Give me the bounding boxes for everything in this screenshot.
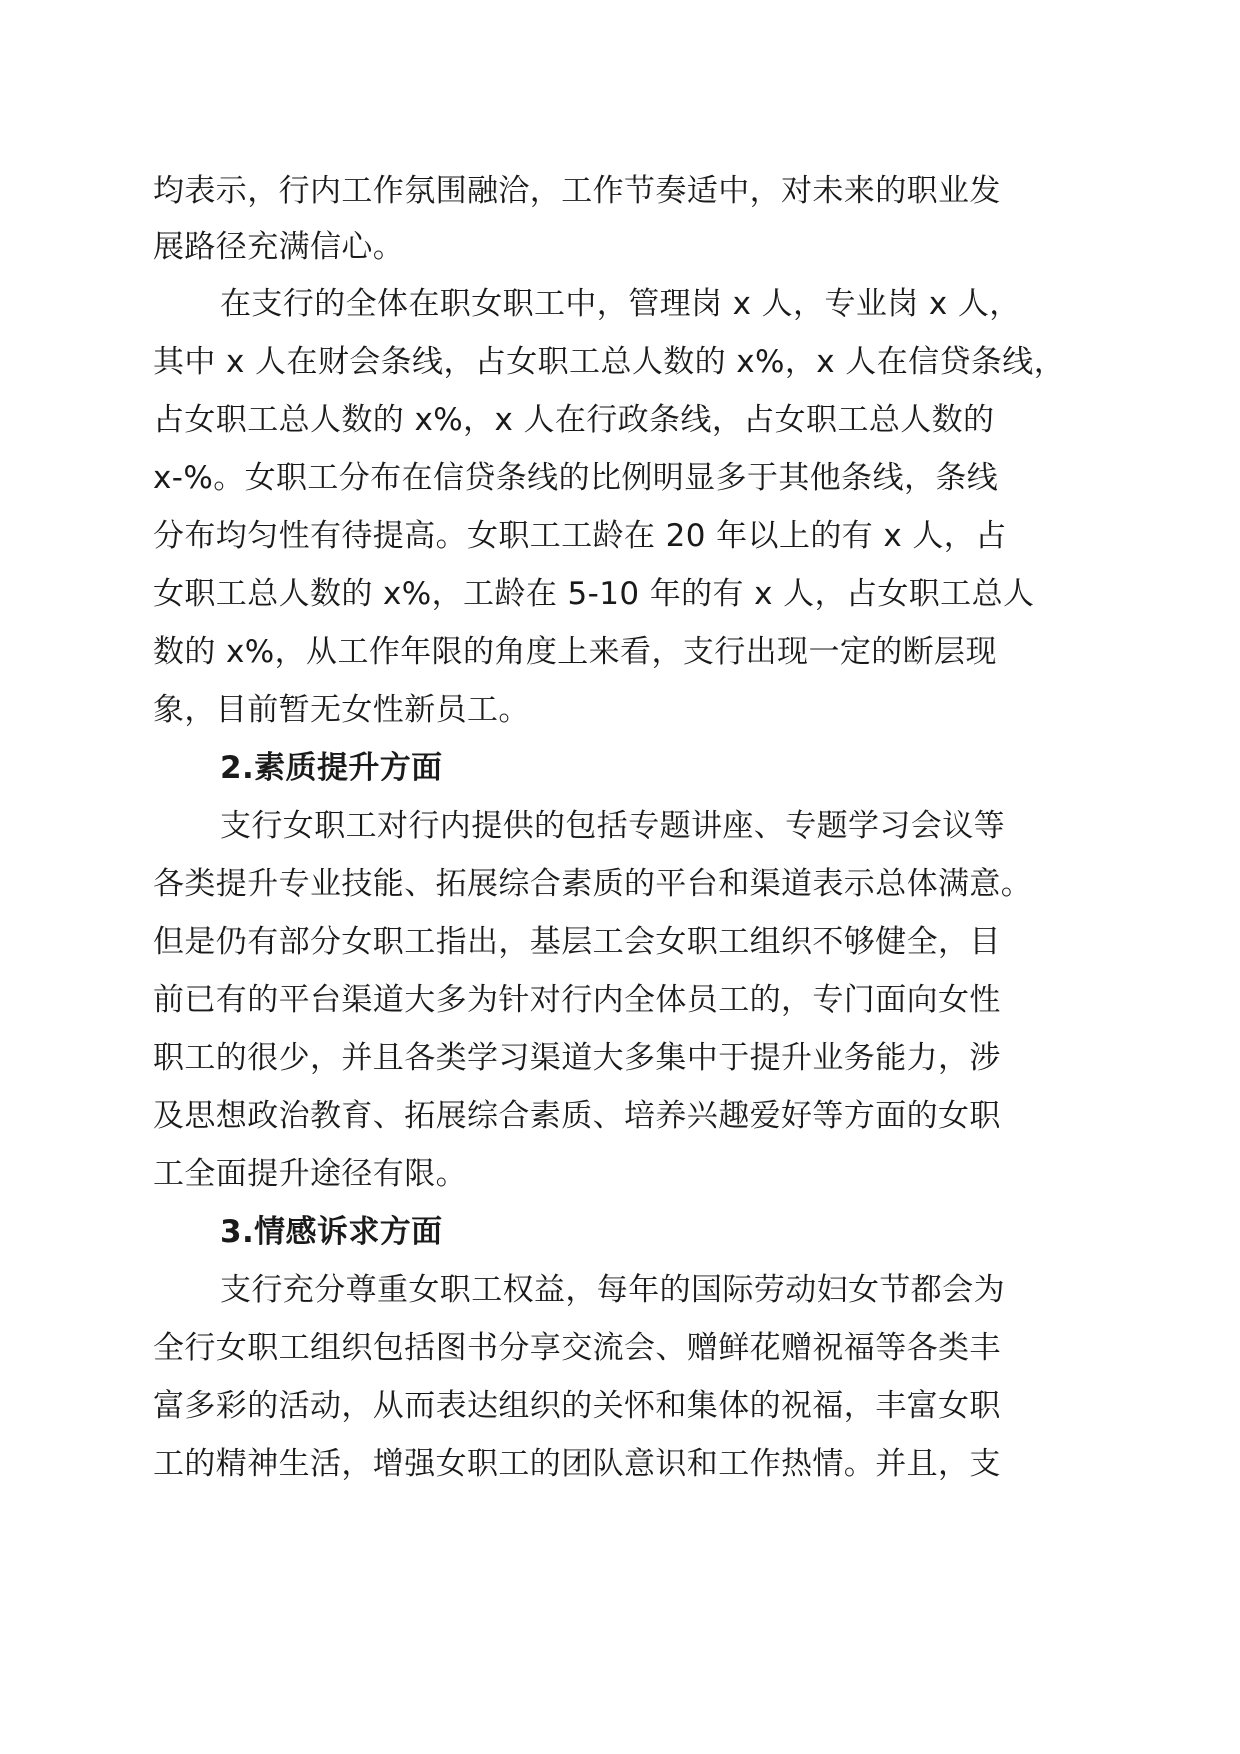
text-line: 支行女职工对行内提供的包括专题讲座、专题学习会议等 bbox=[220, 808, 1005, 844]
text-line: 在支行的全体在职女职工中，管理岗 x 人，专业岗 x 人， bbox=[220, 286, 1021, 322]
text-line: 象，目前暂无女性新员工。 bbox=[153, 692, 530, 728]
text-line: 均表示，行内工作氛围融洽，工作节奏适中，对未来的职业发 bbox=[153, 173, 1001, 209]
text-line: 前已有的平台渠道大多为针对行内全体员工的，专门面向女性 bbox=[153, 982, 1001, 1018]
text-line: 工的精神生活，增强女职工的团队意识和工作热情。并且，支 bbox=[153, 1446, 1001, 1482]
text-line: 职工的很少，并且各类学习渠道大多集中于提升业务能力，涉 bbox=[153, 1040, 1001, 1076]
text-line: 及思想政治教育、拓展综合素质、培养兴趣爱好等方面的女职 bbox=[153, 1098, 1001, 1134]
text-line: 分布均匀性有待提高。女职工工龄在 20 年以上的有 x 人，占 bbox=[153, 518, 1007, 554]
text-line: 支行充分尊重女职工权益，每年的国际劳动妇女节都会为 bbox=[220, 1272, 1005, 1308]
text-line: 女职工总人数的 x%，工龄在 5-10 年的有 x 人，占女职工总人 bbox=[153, 576, 1035, 612]
text-line: 富多彩的活动，从而表达组织的关怀和集体的祝福，丰富女职 bbox=[153, 1388, 1001, 1424]
text-line: 展路径充满信心。 bbox=[153, 229, 405, 265]
section-heading: 3.情感诉求方面 bbox=[220, 1214, 443, 1250]
text-line: 但是仍有部分女职工指出，基层工会女职工组织不够健全，目 bbox=[153, 924, 1001, 960]
text-line: 占女职工总人数的 x%，x 人在行政条线，占女职工总人数的 bbox=[153, 402, 995, 438]
text-line: 其中 x 人在财会条线，占女职工总人数的 x%，x 人在信贷条线， bbox=[153, 344, 1066, 380]
text-line: 各类提升专业技能、拓展综合素质的平台和渠道表示总体满意。 bbox=[153, 866, 1033, 902]
text-line: 数的 x%，从工作年限的角度上来看，支行出现一定的断层现 bbox=[153, 634, 997, 670]
text-line: 工全面提升途径有限。 bbox=[153, 1156, 467, 1192]
text-line: x-%。女职工分布在信贷条线的比例明显多于其他条线，条线 bbox=[153, 460, 999, 496]
section-heading: 2.素质提升方面 bbox=[220, 750, 443, 786]
text-line: 全行女职工组织包括图书分享交流会、赠鲜花赠祝福等各类丰 bbox=[153, 1330, 1001, 1366]
